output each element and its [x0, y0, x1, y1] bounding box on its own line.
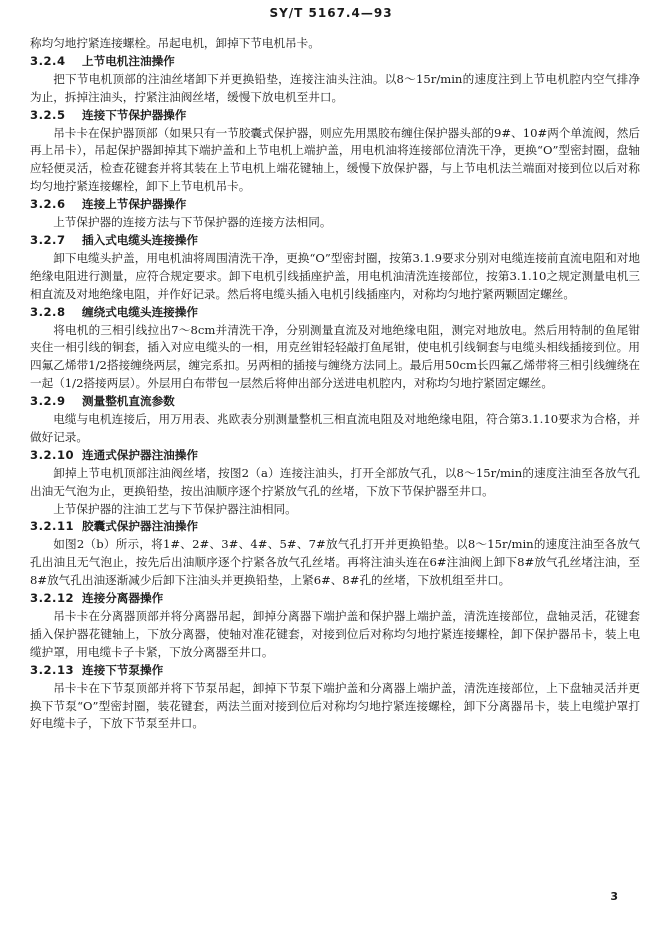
section-number: 3.2.12: [30, 591, 75, 606]
section-heading: [30, 590, 640, 608]
section-title: 上节电机注油操作: [82, 53, 175, 68]
page-number: 3: [610, 890, 618, 903]
section-number: 3.2.7: [30, 232, 66, 247]
section-paragraph: 卸下电缆头护盖，用电机油将周围清洗干净，更换“O”型密封圈，按第3.1.9要求分别对电缆连接前直流电阻和对地绝缘电阻进行测量，应符合规定要求。卸下电机引线插座护盖，用电机油清洗连接部位，按第3.1.10之规定测量电机三相直流及对地绝缘电阻，并作好记录。然后将电缆头插入电机引线插座内，对称均匀地拧紧两颗固定螺丝。: [30, 250, 640, 301]
section-title: 缠绕式电缆头连接操作: [82, 304, 198, 319]
section-title: 连接上节保护器操作: [82, 197, 187, 212]
section-paragraph: 将电机的三相引线拉出7～8cm并清洗干净，分别测量直流及对地绝缘电阻，测完对地放电。然后用特制的鱼尾钳夹住一相引线的铜套，插入对应电缆头的一相，用克丝钳轻轻敲打鱼尾钳，使电机引线铜套与电缆头相线插接到位。用四氟乙烯带1/2搭接缠绕两层，缠完系扣。另两相的插接与缠绕方法同上。最后用50cm长四氟乙烯带将三相引线缠绕在一起（1/2搭接两层）。外层用白布带包一层然后将伸出部分送进电机腔内，对称均匀地拧紧固定螺丝。: [30, 322, 640, 391]
section-title: 连通式保护器注油操作: [82, 447, 198, 462]
section-number: 3.2.4: [30, 53, 66, 68]
section-number: 3.2.5: [30, 107, 66, 122]
section-heading: [30, 53, 640, 71]
section-paragraph: 把下节电机顶部的注油丝堵卸下并更换铅垫，连接注油头注油。以8～15r/min的速度注到上节电机腔内空气排净为止，拆掉注油头，拧紧注油阀丝堵，缓慢下放电机至井口。: [30, 71, 640, 104]
section-number: 3.2.11: [30, 519, 75, 534]
section-heading: [30, 518, 640, 536]
section-number: 3.2.13: [30, 662, 75, 677]
section-heading: [30, 393, 640, 411]
section-title: 测量整机直流参数: [82, 394, 175, 409]
section-heading: [30, 447, 640, 465]
section-title: 连接下节泵操作: [82, 662, 164, 677]
section-paragraph: 电缆与电机连接后，用万用表、兆欧表分别测量整机三相直流电阻及对地绝缘电阻，符合第3.1.10要求为合格，并做好记录。: [30, 412, 640, 444]
section-heading: [30, 662, 640, 680]
document-body: [30, 35, 640, 733]
section-heading: [30, 304, 640, 322]
section-title: 连接下节保护器操作: [82, 107, 187, 122]
section-number: 3.2.9: [30, 394, 66, 409]
section-number: 3.2.6: [30, 197, 66, 212]
section-paragraph: 上节保护器的注油工艺与下节保护器注油相同。: [53, 501, 297, 516]
section-paragraph: 如图2（b）所示，将1#、2#、3#、4#、5#、7#放气孔打开并更换铅垫。以8～15r/min的速度注油至各放气孔出油且无气泡止，按先后出油顺序逐个拧紧各放气孔丝堵。再将注油头连在6#注油阀上卸下8#放气孔丝堵注油，至8#放气孔出油逐渐减少后卸下注油头并更换铅垫，上紧6#、8#孔的丝堵，下放机组至井口。: [30, 537, 640, 588]
section-paragraph: 卸掉上节电机顶部注油阀丝堵，按图2（a）连接注油头，打开全部放气孔，以8～15r/min的速度注油至各放气孔出油无气泡为止，更换铅垫，按出油顺序逐个拧紧放气孔的丝堵，下放下节保护器至井口。: [30, 465, 640, 498]
section-paragraph: 上节保护器的连接方法与下节保护器的连接方法相同。: [53, 215, 332, 230]
section-title: 插入式电缆头连接操作: [82, 232, 198, 247]
section-number: 3.2.8: [30, 304, 66, 319]
section-title: 胶囊式保护器注油操作: [82, 519, 198, 534]
section-heading: [30, 107, 640, 125]
section-paragraph: 吊卡卡在保护器顶部（如果只有一节胶囊式保护器，则应先用黑胶布缠住保护器头部的9#、10#两个单流阀，然后再上吊卡），吊起保护器卸掉其下端护盖和上节电机上端护盖，用电机油将连接部位清洗干净，更换“O”型密封圈，盘轴应轻便灵活，检查花键套并将其装在上节电机上端花键轴上，缓慢下放保护器，与上节电机法兰端面对接到位以后对称均匀地拧紧连接螺栓，卸下上节电机吊卡。: [30, 125, 640, 194]
section-heading: [30, 196, 640, 214]
section-title: 连接分离器操作: [82, 591, 164, 606]
intro-paragraph: 称均匀地拧紧连接螺栓。吊起电机，卸掉下节电机吊卡。: [30, 36, 320, 50]
standard-number-header: SY/T 5167.4—93: [269, 6, 393, 20]
section-number: 3.2.10: [30, 447, 75, 462]
section-paragraph: 吊卡卡在下节泵顶部并将下节泵吊起，卸掉下节泵下端护盖和分离器上端护盖，清洗连接部位，上下盘轴灵活并更换下节泵“O”型密封圈，装花键套，两法兰面对接到位后对称均匀地拧紧连接螺栓，卸下分离器吊卡，装上电缆护罩打好电缆卡子，下放下节泵至井口。: [30, 680, 640, 731]
section-paragraph: 吊卡卡在分离器顶部并将分离器吊起，卸掉分离器下端护盖和保护器上端护盖，清洗连接部位，盘轴灵活，花键套插入保护器花键轴上，下放分离器，使轴对准花键套，对接到位后对称均匀地拧紧连接螺栓，卸下保护器吊卡，装上电缆护罩，用电缆卡子卡紧，下放分离器至井口。: [30, 609, 640, 659]
section-heading: [30, 232, 640, 250]
